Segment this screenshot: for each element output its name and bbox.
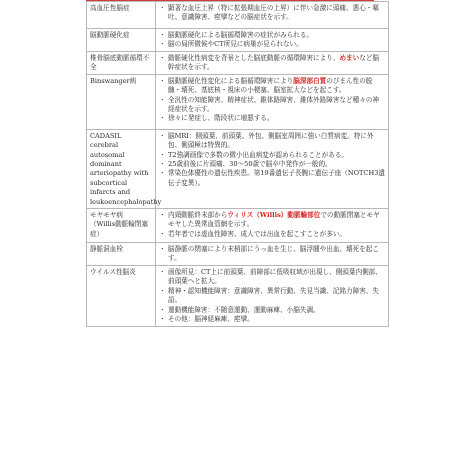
bullet: ・ [159,114,166,123]
disease-name-cell [87,243,156,266]
disease-name: 高血圧性脳症 [90,4,130,12]
description-item [159,54,385,73]
bullet: ・ [159,53,166,62]
disease-name: leukoencephalopathy [90,197,162,206]
description-text [168,151,385,160]
description-cell [156,209,389,243]
description-item [159,4,385,23]
description-item [159,77,385,96]
text-segment: 運動機能障害：不随意運動、運動麻痺、小脳失調。 [168,305,320,314]
disease-name-cell [87,29,156,52]
text-segment: 常染色体優性の遺伝性疾患。第19番遺伝子長腕に遺伝子座（NOTCH3遺伝子変異）。 [168,169,385,187]
table-row [87,2,389,29]
disease-name: モヤモヤ病 [90,211,123,220]
description-cell [156,129,389,208]
description-text [168,96,385,115]
description-text [168,306,385,315]
bullet: ・ [159,31,166,39]
disease-name-cell [87,51,156,74]
text-segment: 内頸動脈終末部から [168,211,228,220]
disease-name-cell [87,129,162,208]
text-segment: T2強調画像で多数の微小出血病変が認められることがある。 [168,150,349,159]
bullet: ・ [159,229,166,238]
description-cell [156,2,389,29]
table-row [87,51,389,74]
table-row [87,129,389,208]
text-segment: 全汎性の知能障害、精神症状、錐体路障害、錐体外路障害など種々の神経症状を示す。 [168,95,379,114]
bullet: ・ [159,268,166,277]
disease-name: 椎骨脳底動脈循環不全 [90,53,150,72]
bullet: ・ [159,211,166,220]
description-text [168,287,385,306]
description-item [159,169,385,188]
text-segment: など脳幹症状を示す。 [168,53,379,72]
bullet: ・ [159,4,166,12]
text-segment: 脳動脈硬化性変化による脳循環障害により [168,76,294,85]
description-item [159,96,385,115]
text-segment: 脳MRI：側頭葉、前頭葉、外包、側脳室周囲に強い白質病変。特に外包、側頭極は特異的。 [168,131,374,150]
description-text [168,114,385,123]
bullet: ・ [159,150,166,159]
text-segment: のびまん性の脱髄・壊死、基底核・視床の小梗塞、脳室拡大などを起こす。 [168,76,373,95]
text-segment: 顕著な血圧上昇（特に拡張期血圧の上昇）に伴い急激に頭痛、悪心・嘔吐、意識障害、痙攣などの脳症状を示す。 [168,4,379,22]
disease-name: ウイルス性脳炎 [90,268,136,277]
description-item [159,230,385,239]
disease-name: 脳動脈硬化症 [90,31,130,39]
disease-name: （Willis動脈輪閉塞症） [90,220,149,238]
text-segment: 若年者では虚血性障害、成人では出血を起こすことが多い。 [168,229,347,238]
table-row [87,243,389,266]
description-item [159,245,385,264]
description-text [168,268,385,287]
text-segment: 画像所見：CT上に前頭葉、前障部に低吸収域が出現し、側頭葉内側部、前頭葉へと拡大。 [168,268,382,286]
text-segment: 脳動脈硬化による脳循環障害の症状がみられる。 [168,31,314,39]
disease-name: cerebral autosomal [90,141,125,159]
description-text [168,40,385,49]
description-text [168,230,385,239]
description-cell [156,51,389,74]
disease-name-cell [87,74,156,129]
description-item [159,268,385,287]
description-cell [156,29,389,52]
text-segment: 25歳前後に片頭痛、30～50歳で脳卒中発作が一般的。 [168,160,332,169]
bullet: ・ [159,40,166,49]
description-cell [156,266,389,326]
disease-table [86,1,389,327]
highlighted-term: ウィリス（Willis）動脈輪部位 [227,211,321,220]
description-item [159,132,385,151]
text-segment: 脳の局所微候やCT所見に病巣が見られない。 [168,40,303,49]
description-cell [156,74,389,129]
disease-name: subcortical infarcts and [90,178,131,197]
text-segment: 脳静脈の閉塞により末梢部にうっ血を生じ、脳浮腫や出血、壊死を起こす。 [168,245,379,263]
description-item [159,151,385,160]
bullet: ・ [159,76,166,85]
text-segment: 精神・認知機能障害：意識障害、異常行動、失見当識、記銘力障害、失語。 [168,286,379,305]
table-row [87,266,389,326]
description-text [168,315,385,324]
disease-name: CADASIL [90,131,122,140]
highlighted-term: めまい [339,53,360,62]
disease-name: dominant arteriopathy with [90,160,149,178]
bullet: ・ [159,286,166,295]
description-item [159,31,385,40]
description-item [159,114,385,123]
text-segment: 動脈硬化性病変を背景とした脳底動脈の循環障害により、 [168,53,340,62]
bullet: ・ [159,245,166,254]
bullet: ・ [159,315,166,324]
description-item [159,287,385,306]
description-text [168,169,385,188]
disease-name: 静脈洞血栓 [90,245,123,254]
table-body [87,2,389,327]
text-segment: での動脈閉塞とモヤモヤした異常血管網を示す。 [168,211,380,229]
disease-name-cell [87,2,156,29]
bullet: ・ [159,131,166,140]
table-row [87,209,389,243]
table-row [87,29,389,52]
description-text [168,4,385,23]
bullet: ・ [159,95,166,104]
description-text [168,211,385,230]
description-item [159,211,385,230]
disease-name: Binswanger病 [90,76,137,85]
description-text [168,54,385,73]
text-segment: 徐々に発症し、階段状に増悪する。 [168,114,274,123]
disease-name-cell [87,209,156,243]
description-text [168,31,385,40]
description-text [168,77,385,96]
highlighted-term: 脳深部白質 [293,76,327,85]
description-item [159,315,385,324]
description-cell [156,243,389,266]
description-item [159,306,385,315]
description-text [168,245,385,264]
description-item [159,40,385,49]
bullet: ・ [159,169,166,178]
disease-name-cell [87,266,156,326]
bullet: ・ [159,305,166,314]
text-segment: その他：脳神経麻痺、痙攣。 [168,315,254,324]
description-text [168,132,385,151]
table-row [87,74,389,129]
bullet: ・ [159,160,166,169]
